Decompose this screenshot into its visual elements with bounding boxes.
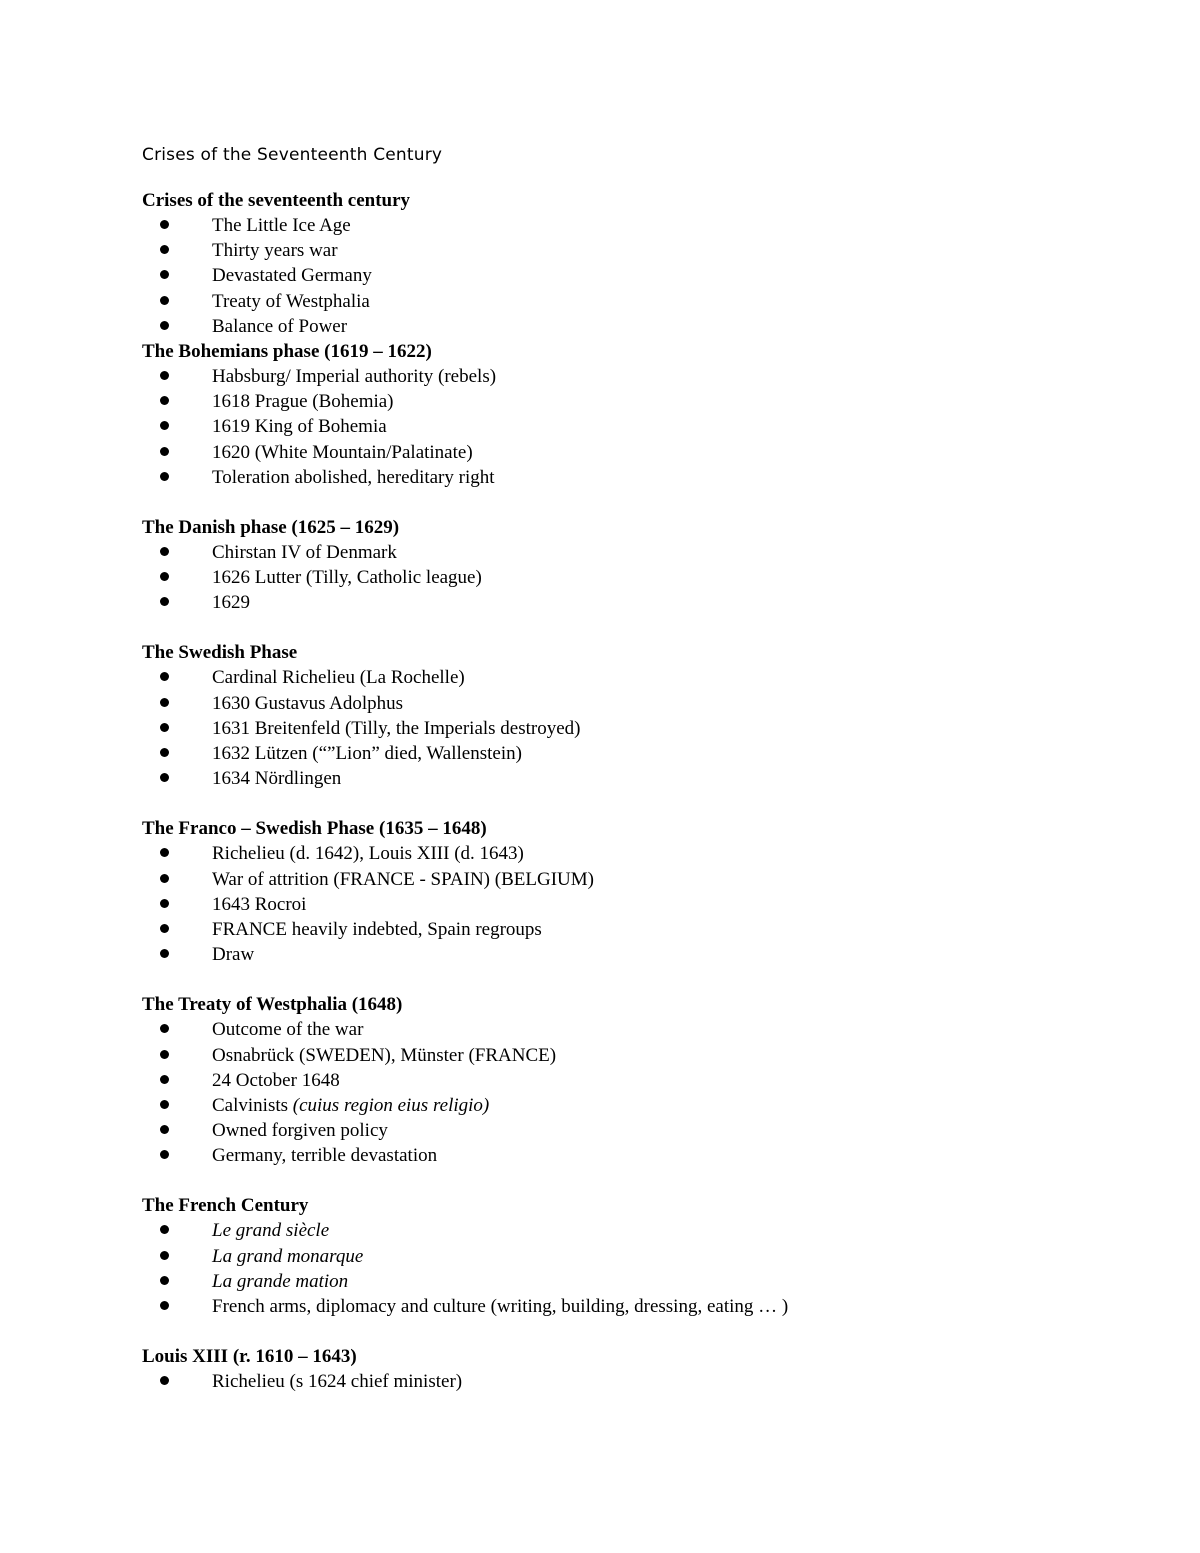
bullet-icon [160, 245, 169, 254]
list-item-text: 1631 Breitenfeld (Tilly, the Imperials destroyed) [212, 717, 581, 739]
list-item-text: 1618 Prague (Bohemia) [212, 391, 394, 413]
list-item-text: Richelieu (s 1624 chief minister) [212, 1371, 463, 1393]
list-item [142, 1369, 1122, 1394]
list-item-text: Owned forgiven policy [212, 1120, 388, 1142]
section-heading: The Bohemians phase (1619 – 1622) [142, 340, 432, 362]
bullet-icon [160, 924, 169, 933]
section [142, 188, 1122, 339]
bullet-icon [160, 1376, 169, 1385]
section [142, 339, 1122, 490]
list-item [142, 1068, 1122, 1093]
section-spacer [142, 791, 1122, 816]
bullet-icon [160, 597, 169, 606]
list-item [142, 917, 1122, 942]
list-item-text: Toleration abolished, hereditary right [212, 466, 495, 488]
list-item-text: 1629 [212, 592, 250, 614]
bullet-icon [160, 1024, 169, 1033]
list-item [142, 263, 1122, 288]
section-spacer [142, 615, 1122, 640]
bullet-icon [160, 1301, 169, 1310]
list-item [142, 1244, 1122, 1269]
list-item-italic-text: (cuius region eius religio) [292, 1094, 490, 1116]
list-item-text: Draw [212, 944, 255, 966]
bullet-icon [160, 1276, 169, 1285]
bullet-icon [160, 874, 169, 883]
section-heading: The Treaty of Westphalia (1648) [142, 994, 403, 1016]
bullet-list [142, 540, 1122, 616]
section-heading: The Danish phase (1625 – 1629) [142, 516, 400, 538]
list-item-text: War of attrition (FRANCE - SPAIN) (BELGIUM) [212, 868, 594, 890]
list-item [142, 289, 1122, 314]
list-item-text: Thirty years war [212, 240, 338, 262]
bullet-icon [160, 472, 169, 481]
list-item [142, 766, 1122, 791]
bullet-icon [160, 1251, 169, 1260]
bullet-icon [160, 672, 169, 681]
list-item [142, 942, 1122, 967]
list-item-text: 1630 Gustavus Adolphus [212, 692, 404, 714]
bullet-list [142, 364, 1122, 490]
list-item-text: 1634 Nördlingen [212, 768, 342, 790]
section-spacer [142, 490, 1122, 515]
list-item [142, 213, 1122, 238]
list-item-text: Osnabrück (SWEDEN), Münster (FRANCE) [212, 1044, 557, 1066]
list-item [142, 892, 1122, 917]
section [142, 992, 1122, 1168]
list-item-text: 24 October 1648 [212, 1069, 340, 1091]
bullet-icon [160, 748, 169, 757]
section-spacer [142, 1319, 1122, 1344]
bullet-icon [160, 572, 169, 581]
bullet-icon [160, 1125, 169, 1134]
list-item-text: Treaty of Westphalia [212, 290, 370, 312]
list-item [142, 1218, 1122, 1243]
list-item-text: Richelieu (d. 1642), Louis XIII (d. 1643) [212, 843, 524, 865]
list-item-italic-text: Le grand siècle [212, 1220, 330, 1242]
bullet-list [142, 1369, 1122, 1394]
bullet-icon [160, 848, 169, 857]
list-item-text: Germany, terrible devastation [212, 1145, 438, 1167]
list-item [142, 867, 1122, 892]
section-heading: The Franco – Swedish Phase (1635 – 1648) [142, 818, 487, 840]
list-item [142, 1269, 1122, 1294]
bullet-icon [160, 371, 169, 380]
bullet-icon [160, 270, 169, 279]
list-item-text: The Little Ice Age [212, 215, 351, 236]
bullet-list [142, 1017, 1122, 1168]
list-item [142, 314, 1122, 339]
section-heading: The French Century [142, 1195, 309, 1217]
list-item-text: French arms, diplomacy and culture (writing, building, dressing, eating … ) [212, 1296, 789, 1317]
section-heading: The Swedish Phase [142, 642, 298, 664]
document-page [142, 138, 1122, 1394]
list-item [142, 565, 1122, 590]
bullet-icon [160, 899, 169, 908]
list-item [142, 841, 1122, 866]
section [142, 1344, 1122, 1394]
list-item-text: 1643 Rocroi [212, 893, 307, 915]
bullet-icon [160, 396, 169, 405]
document-body [142, 188, 1122, 1394]
document-title: Crises of the Seventeenth Century [142, 145, 443, 165]
bullet-icon [160, 698, 169, 707]
bullet-icon [160, 1225, 169, 1234]
list-item [142, 691, 1122, 716]
bullet-icon [160, 1150, 169, 1159]
bullet-list [142, 665, 1122, 791]
list-item-text: Calvinists [212, 1094, 293, 1116]
list-item [142, 465, 1122, 490]
bullet-list [142, 1218, 1122, 1319]
list-item [142, 540, 1122, 565]
bullet-icon [160, 773, 169, 782]
bullet-icon [160, 1050, 169, 1059]
list-item-text: 1626 Lutter (Tilly, Catholic league) [212, 567, 482, 589]
list-item [142, 1043, 1122, 1068]
list-item-text: 1632 Lützen (“”Lion” died, Wallenstein) [212, 743, 522, 764]
section-spacer [142, 967, 1122, 992]
list-item [142, 1093, 1122, 1118]
list-item-text: Balance of Power [212, 315, 348, 337]
list-item [142, 238, 1122, 263]
list-item-text: Outcome of the war [212, 1019, 364, 1041]
section-heading: Crises of the seventeenth century [142, 190, 411, 211]
list-item [142, 590, 1122, 615]
list-item [142, 1143, 1122, 1168]
list-item [142, 414, 1122, 439]
list-item [142, 716, 1122, 741]
bullet-icon [160, 723, 169, 732]
section [142, 816, 1122, 967]
section [142, 640, 1122, 791]
list-item-italic-text: La grande mation [212, 1270, 349, 1292]
list-item-italic-text: La grand monarque [212, 1245, 364, 1267]
list-item [142, 1017, 1122, 1042]
bullet-icon [160, 421, 169, 430]
bullet-icon [160, 949, 169, 958]
section-heading: Louis XIII (r. 1610 – 1643) [142, 1346, 357, 1368]
section [142, 1193, 1122, 1319]
list-item [142, 389, 1122, 414]
bullet-icon [160, 1100, 169, 1109]
list-item [142, 741, 1122, 766]
bullet-icon [160, 321, 169, 330]
list-item [142, 665, 1122, 690]
bullet-icon [160, 296, 169, 305]
list-item [142, 1118, 1122, 1143]
list-item-text: Cardinal Richelieu (La Rochelle) [212, 667, 465, 689]
bullet-list [142, 213, 1122, 339]
list-item-text: Habsburg/ Imperial authority (rebels) [212, 365, 497, 387]
list-item [142, 1294, 1122, 1319]
bullet-icon [160, 547, 169, 556]
list-item-text: Devastated Germany [212, 265, 372, 287]
bullet-icon [160, 220, 169, 229]
list-item [142, 440, 1122, 465]
list-item-text: Chirstan IV of Denmark [212, 541, 397, 563]
bullet-icon [160, 447, 169, 456]
list-item-text: 1619 King of Bohemia [212, 416, 387, 438]
section-spacer [142, 1168, 1122, 1193]
list-item [142, 364, 1122, 389]
bullet-list [142, 841, 1122, 967]
list-item-text: 1620 (White Mountain/Palatinate) [212, 441, 473, 463]
bullet-icon [160, 1075, 169, 1084]
section [142, 515, 1122, 616]
list-item-text: FRANCE heavily indebted, Spain regroups [212, 918, 542, 940]
